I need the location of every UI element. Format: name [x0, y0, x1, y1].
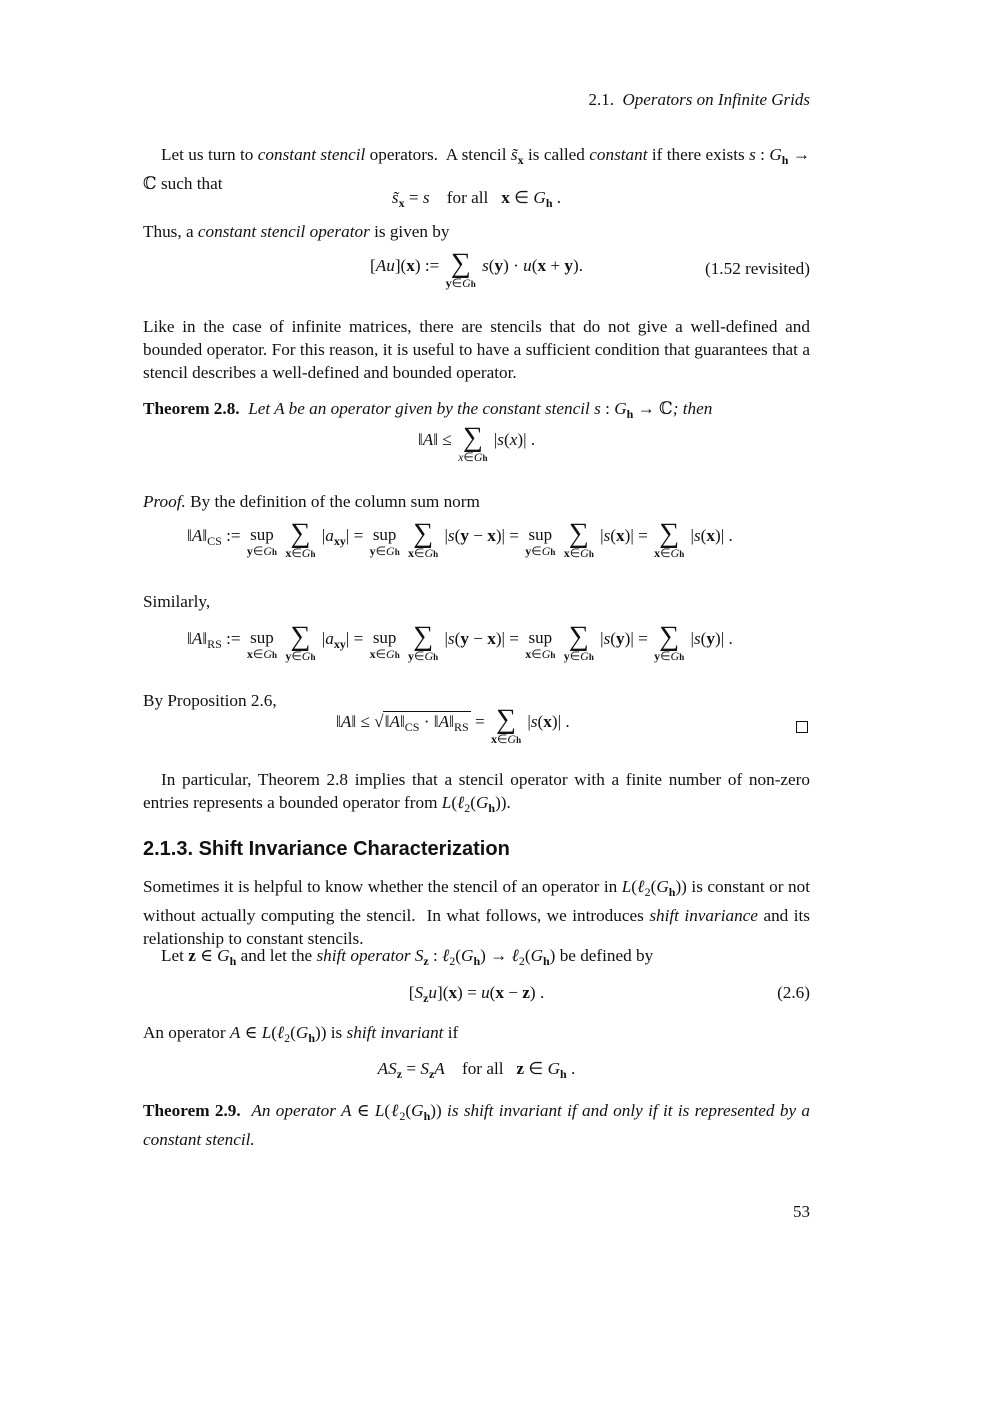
equation-row-sum: $‖A‖_{RS}$ := sup x∈Gh ∑ y∈Gh $|a_{xy}|$ = sup x∈Gh ∑ y∈Gh |s(y − x)| = sup x∈Gh ∑ y∈Gh |s(y)| = ∑ y∈Gh |s(y)| .	[187, 621, 733, 663]
paragraph-in-particular: In particular, Theorem 2.8 implies that a stencil operator with a finite number of non-zero entries represents a bounded operator from $L(\ell_2(G_h))$.	[143, 770, 810, 815]
theorem-2-8: Theorem 2.8. Let A be an operator given by the constant stencil s : $G_h$ → ℂ; then	[143, 399, 713, 421]
equation-1-52: [Au](x) := ∑ y∈Gh s(y) · u(x + y).	[369, 248, 584, 290]
paragraph-thus: Thus, a constant stencil operator is given by	[143, 222, 450, 241]
equation-number-revisited: (1.52 revisited)	[704, 259, 810, 278]
running-head-title: Operators on Infinite Grids	[622, 90, 810, 109]
equation-constant: $s̃_x = s$ for all x ∈ $G_h$ .	[391, 188, 562, 210]
proof-start: Proof. By the definition of the column sum norm	[143, 492, 480, 511]
similarly-label: Similarly,	[143, 592, 211, 611]
paragraph-infinite-matrices: Like in the case of infinite matrices, there are stencils that do not give a well-defined and bounded operator. For this reason, it is useful to have a sufficient condition that guarantees that a stencil describes a well-defined and bounded operator.	[143, 317, 810, 382]
by-proposition-label: By Proposition 2.6,	[143, 691, 277, 710]
section-heading: 2.1.3. Shift Invariance Characterization	[143, 838, 510, 860]
paragraph-let-z: Let z ∈ $G_h$ and let the shift operator $S_z$ : $\ell_2(G_h)$ → $\ell_2(G_h)$ be defined by	[161, 946, 654, 968]
running-head	[589, 90, 810, 110]
equation-number-shift: (2.6)	[777, 983, 810, 1002]
running-head-number: 2.1.	[588, 90, 615, 109]
paragraph-constant-stencil: Let us turn to constant stencil operators. A stencil $s̃_x$ is called constant if there exists s : $G_h$ → ℂ such that	[143, 145, 811, 193]
equation-theorem-2-8: ‖A‖ ≤ ∑ x∈Gh |s(x)| .	[417, 422, 536, 464]
page	[143, 0, 810, 1414]
qed-square-icon	[796, 721, 808, 733]
paragraph-sometimes: Sometimes it is helpful to know whether the stencil of an operator in $L(\ell_2(G_h))$ is constant or not without actually computing the stencil. In what follows, we introduces shift invariance and its relationship to constant stencils.	[143, 877, 810, 948]
equation-column-sum: $‖A‖_{CS}$ := sup y∈Gh ∑ x∈Gh $|a_{xy}|$ = sup y∈Gh ∑ x∈Gh |s(y − x)| = sup y∈Gh ∑ x∈Gh |s(x)| = ∑ x∈Gh |s(x)| .	[187, 518, 733, 560]
theorem-2-9: Theorem 2.9. An operator A ∈ $L(\ell_2(G_h))$ is shift invariant if and only if it is represented by a constant stencil.	[143, 1101, 811, 1149]
equation-shift: $[S_zu](x) = u(x - z)$ .	[408, 983, 545, 1005]
equation-prop-2-6: ‖A‖ ≤ $√‖A‖_{CS}$ · $‖A‖_{RS}$ = ∑ x∈Gh |s(x)| .	[336, 704, 570, 746]
equation-commute: $AS_z = S_zA$ for all z ∈ $G_h$ .	[377, 1059, 576, 1081]
page-number: 53	[793, 1202, 810, 1221]
paragraph-operator-shift-invariant: An operator A ∈ $L(\ell_2(G_h))$ is shift invariant if	[143, 1023, 459, 1045]
